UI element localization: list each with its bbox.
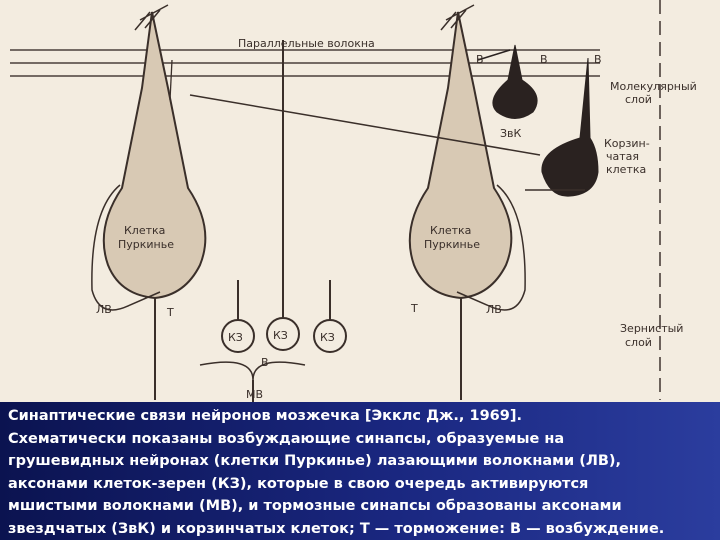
basket-cell-label-3: клетка (606, 163, 647, 176)
granule-cell-label-1: КЗ (228, 331, 243, 344)
caption-line-3: грушевидных нейронах (клетки Пуркинье) лазающими волокнами (ЛВ), (8, 453, 622, 469)
excitation-mark-1: В (476, 53, 484, 66)
inhibition-mark-right: Т (411, 302, 418, 315)
caption-line-2: Схематически показаны возбуждающие синапсы, образуемые на (8, 430, 565, 447)
purkinje-right-label-1: Клетка (430, 224, 472, 237)
granule-cell-label-2: КЗ (273, 329, 288, 342)
molecular-layer-label-1: Молекулярный (610, 80, 697, 93)
purkinje-left-label-1: Клетка (124, 224, 166, 237)
mossy-fiber-label: МВ (246, 388, 264, 401)
granular-layer-label-2: слой (625, 336, 652, 349)
caption-box (0, 402, 720, 540)
caption-line-6: звездчатых (ЗвК) и корзинчатых клеток; Т — торможение: В — возбуждение. (8, 520, 665, 537)
excitation-mark-3: В (594, 53, 602, 66)
basket-cell-label-1: Корзин- (604, 137, 650, 150)
inhibition-mark-left: Т (167, 306, 174, 319)
climbing-fiber-label-left: ЛВ (96, 303, 112, 316)
molecular-layer-label-2: слой (625, 93, 652, 106)
basket-cell-label-2: чатая (606, 150, 640, 163)
excitation-mark-4: В (261, 356, 269, 369)
caption-line-1: Синаптические связи нейронов мозжечка [Экклс Дж., 1969]. (8, 408, 522, 424)
granular-layer-label-1: Зернистый (620, 322, 684, 335)
caption-line-5: мшистыми волокнами (МВ), и тормозные синапсы образованы аксонами (8, 498, 622, 514)
purkinje-left-label-2: Пуркинье (118, 238, 174, 251)
granule-cell-label-3: КЗ (320, 331, 335, 344)
parallel-fibers-label: Параллельные волокна (238, 37, 375, 50)
caption-line-4: аксонами клеток-зерен (КЗ), которые в свою очередь активируются (8, 475, 589, 492)
excitation-mark-2: В (540, 53, 548, 66)
purkinje-right-label-2: Пуркинье (424, 238, 480, 251)
stellate-cell-label: ЗвК (500, 127, 522, 140)
climbing-fiber-label-right: ЛВ (486, 303, 502, 316)
